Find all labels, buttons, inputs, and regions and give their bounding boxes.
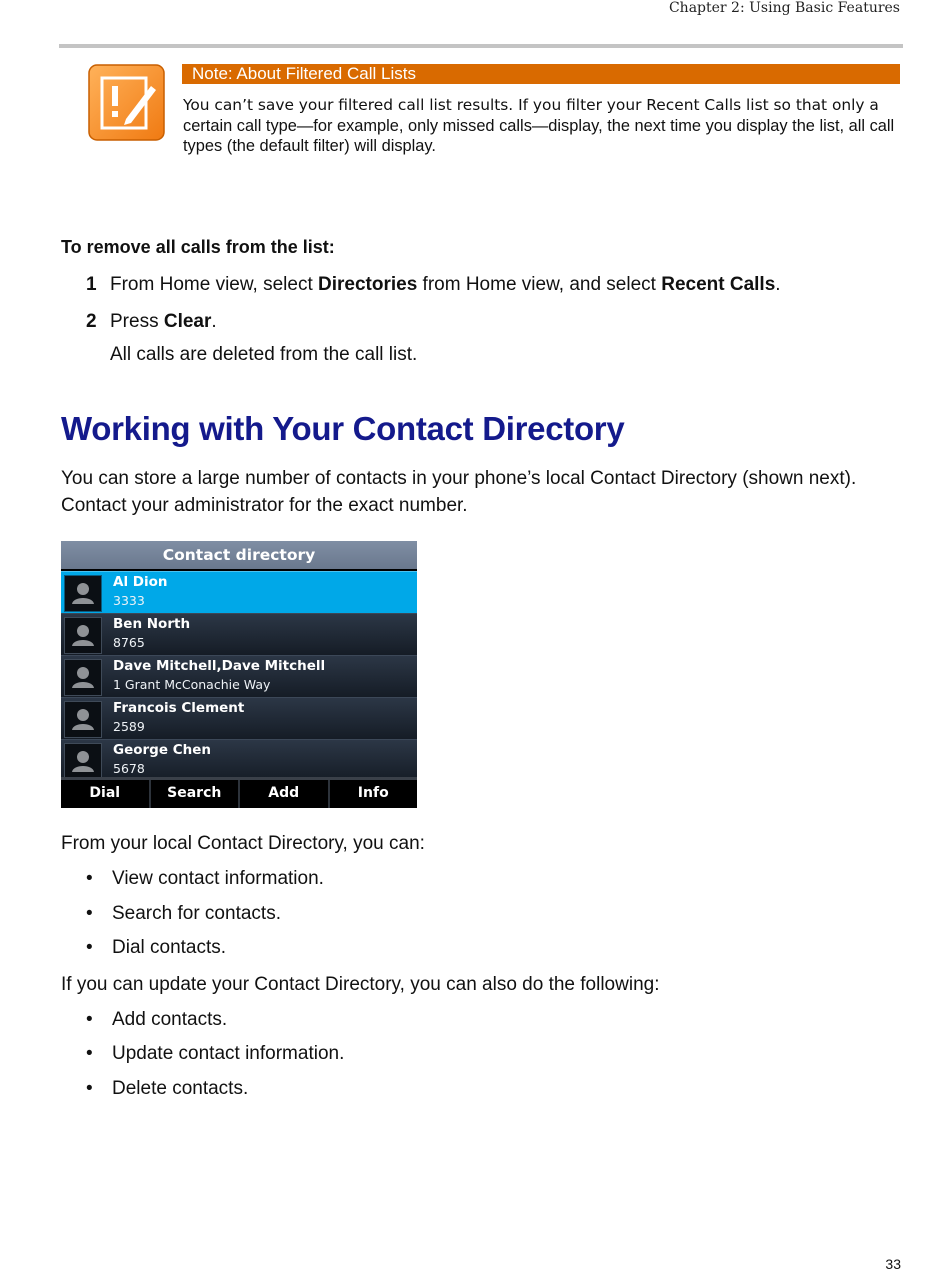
step-emphasis: Recent Calls [661,274,776,295]
bullet-icon: • [86,868,93,889]
person-icon [64,743,102,780]
list-item [86,1043,344,1065]
person-icon [64,659,102,696]
update-directory-intro: If you can update your Contact Directory, you can also do the following: [61,974,660,995]
step-emphasis: Clear [163,311,212,332]
step-number: 1 [86,274,97,295]
local-directory-intro: From your local Contact Directory, you can: [61,833,425,854]
contact-row[interactable] [61,697,417,739]
list-item [86,1009,227,1031]
contact-name: Al Dion [113,574,168,590]
list-item-text: Delete contacts. [112,1078,249,1099]
list-item-text: Dial contacts. [112,937,227,958]
note-title: Note: About Filtered Call Lists [182,64,900,84]
page-number: 33 [885,1256,901,1272]
list-item [86,868,324,890]
step-number: 2 [86,311,97,332]
person-icon [64,617,102,654]
softkey-bar [61,777,417,808]
contact-name: Francois Clement [113,700,245,716]
contact-row[interactable] [61,655,417,697]
list-item-text: View contact information. [112,868,324,889]
section-intro: You can store a large number of contacts in your phone’s local Contact Directory (shown next). Contact your administrator for the exact number. [61,468,857,516]
bullet-icon: • [86,937,93,958]
step-emphasis: Directories [318,274,418,295]
list-item [86,903,281,925]
add-softkey[interactable]: Add [240,780,330,808]
contact-detail: 3333 [113,593,145,608]
procedure-step-1 [86,274,781,296]
step-text: Press [110,311,164,332]
dial-softkey[interactable]: Dial [61,780,151,808]
contact-row[interactable] [61,613,417,655]
bullet-icon: • [86,1043,93,1064]
list-item [86,1078,248,1100]
contact-row[interactable] [61,739,417,781]
step-text: from Home view, and select [417,274,662,295]
list-item-text: Add contacts. [112,1009,228,1030]
contact-detail: 2589 [113,719,145,734]
person-icon [64,701,102,738]
contact-detail: 5678 [113,761,145,776]
search-softkey[interactable]: Search [151,780,241,808]
step-text: . [775,274,781,295]
header-divider [59,44,903,48]
note-lead-text: You can’t save your filtered call list results. If you filter your Recent Calls list so that only a [183,96,879,114]
step-text: From Home view, select [110,274,318,295]
contact-name: Ben North [113,616,191,632]
note-pencil-icon [88,64,165,141]
list-item [86,937,226,959]
phone-screen-title: Contact directory [61,541,417,569]
step-text: . [211,311,217,332]
contact-detail: 8765 [113,635,145,650]
note-body-text: certain call type—for example, only missed calls—display, the next time you display the list, all call types (the default filter) will display. [183,116,895,155]
list-item-text: Update contact information. [112,1043,345,1064]
bullet-icon: • [86,1078,93,1099]
note-body [183,95,903,157]
person-icon [64,575,102,612]
contact-name: Dave Mitchell,Dave Mitchell [113,658,326,674]
section-title: Working with Your Contact Directory [61,410,625,447]
procedure-step-2 [86,311,217,333]
bullet-icon: • [86,1009,93,1030]
chapter-header: Chapter 2: Using Basic Features [668,0,900,16]
contact-directory-screenshot [61,541,417,808]
contact-detail: 1 Grant McConachie Way [113,677,271,692]
step-result: All calls are deleted from the call list. [110,344,418,365]
list-item-text: Search for contacts. [112,903,281,924]
info-softkey[interactable]: Info [357,785,389,801]
bullet-icon: • [86,903,93,924]
contact-name: George Chen [113,742,211,758]
procedure-heading: To remove all calls from the list: [61,237,335,257]
contact-row[interactable] [61,571,417,613]
